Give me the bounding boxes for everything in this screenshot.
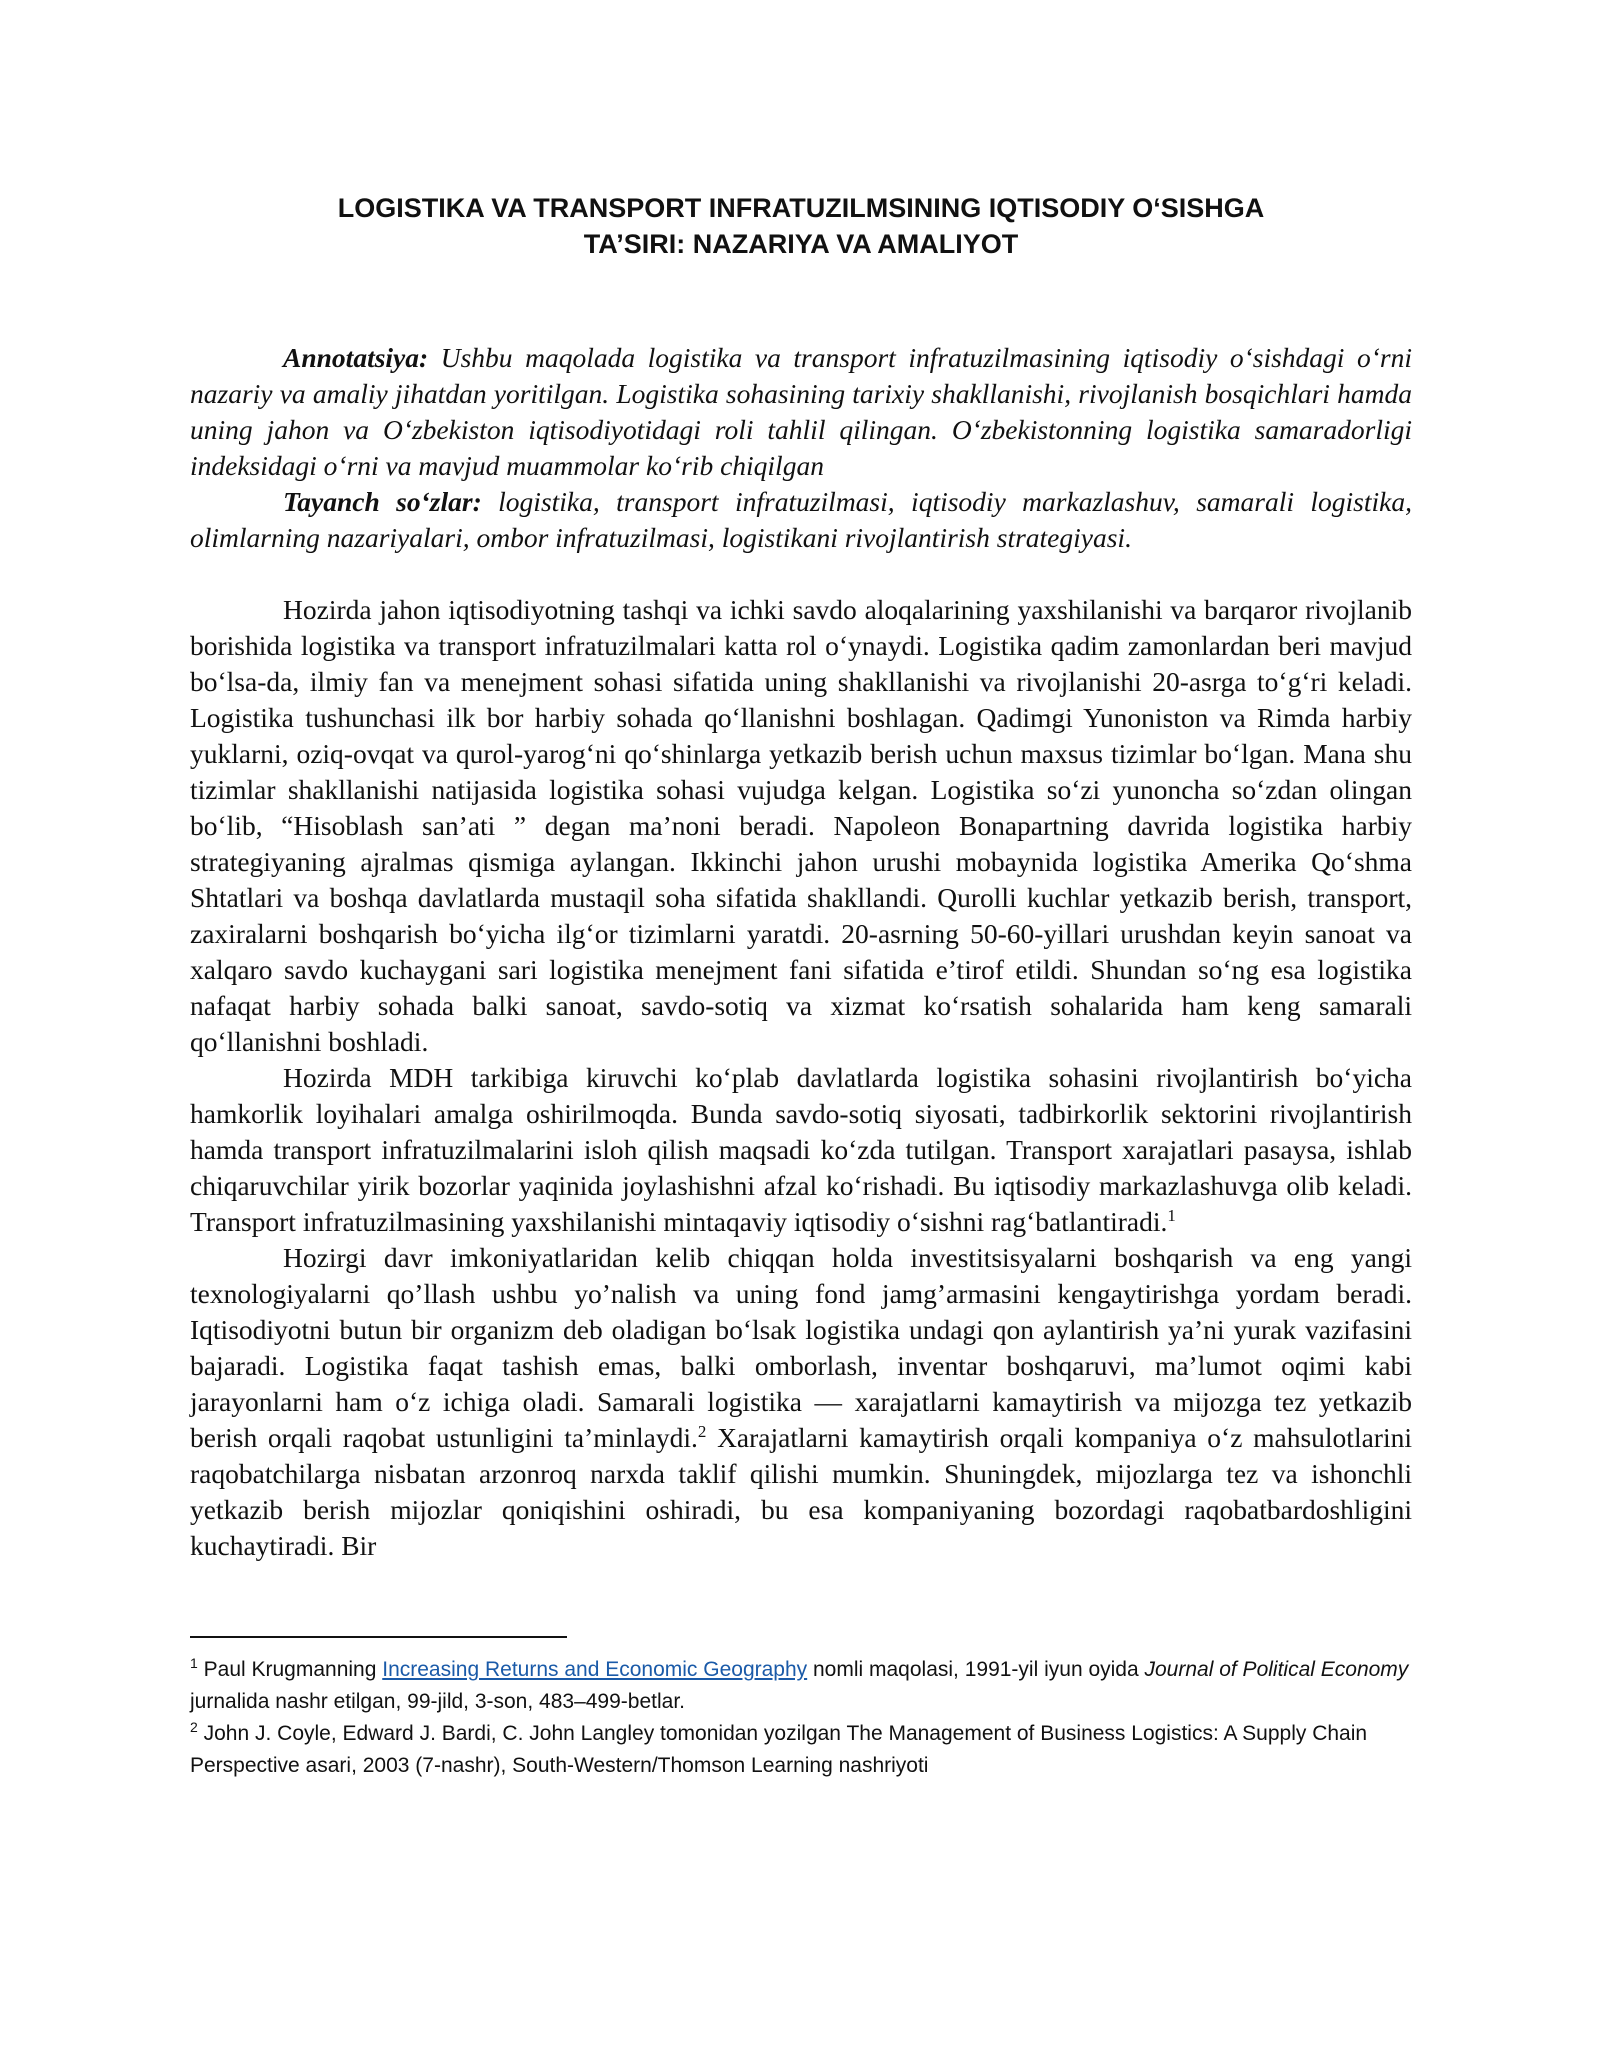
body-paragraph-3 — [190, 1240, 1412, 1564]
title-line-1: LOGISTIKA VA TRANSPORT INFRATUZILMSINING IQTISODIY O‘SISHGA — [337, 193, 1265, 223]
body-text — [190, 592, 1412, 1564]
footnote-1-journal: Journal of Political Economy — [1144, 1658, 1409, 1681]
keywords-text: logistika, transport infratuzilmasi, iqtisodiy markazlashuv, samarali logistika, olimlarning nazariyalari, ombor infratuzilmasi, logistikani rivojlantirish strategiyasi. — [190, 486, 1412, 553]
footnote-divider — [190, 1636, 567, 1638]
footnote-1-pre: Paul Krugmanning — [197, 1658, 383, 1681]
body-paragraph-1: Hozirda jahon iqtisodiyotning tashqi va ichki savdo aloqalarining yaxshilanishi va barqaror rivojlanib borishida logistika va transport infratuzilmalari katta rol o‘ynaydi. Logistika qadim zamonlardan beri mavjud bo‘lsa-da, ilmiy fan va menejment sohasi sifatida uning shakllanishi va rivojlanishi 20-asrga to‘g‘ri keladi. Logistika tushunchasi ilk bor harbiy sohada qo‘llanishni boshlagan. Qadimgi Yunoniston va Rimda harbiy yuklarni, oziq-ovqat va qurol-yarog‘ni qo‘shinlarga yetkazib berish uchun maxsus tizimlar bo‘lgan. Mana shu tizimlar shakllanishi natijasida logistika sohasi vujudga kelgan. Logistika so‘zi yunoncha so‘zdan olingan bo‘lib, “Hisoblash san’ati ” degan ma’noni beradi. Napoleon Bonapartning davrida logistika harbiy strategiyaning ajralmas qismiga aylangan. Ikkinchi jahon urushi mobaynida logistika Amerika Qo‘shma Shtatlari va boshqa davlatlarda mustaqil soha sifatida shakllandi. Qurolli kuchlar yetkazib berish, transport, zaxiralarni boshqarish bo‘yicha ilg‘or tizimlarni yaratdi. 20-asrning 50-60-yillari urushdan keyin sanoat va xalqaro savdo kuchaygani sari logistika menejment fani sifatida e’tirof etildi. Shundan so‘ng esa logistika nafaqat harbiy sohada balki sanoat, savdo-sotiq va xizmat ko‘rsatish sohalarida ham keng samarali qo‘llanishni boshladi. — [190, 594, 1412, 1057]
footnotes-section — [190, 1654, 1412, 1782]
body-paragraph-3-text-a: Hozirgi davr imkoniyatlaridan kelib chiqqan holda investitsisyalarni boshqarish va eng yangi texnologiyalarni qo’llash ushbu yo’nalish va uning fond jamg’armasini kengaytirishga yordam beradi. Iqtisodiyotni butun bir organizm deb oladigan bo‘lsak logistika undagi qon aylantirish ya’ni yurak vazifasini bajaradi. Logistika faqat tashish emas, balki omborlash, inventar boshqaruvi, ma’lumot oqimi kabi jarayonlarni ham o‘z ichiga oladi. Samarali logistika — xarajatlarni kamaytirish va mijozga tez yetkazib berish orqali raqobat ustunligini ta’minlaydi. — [190, 1242, 1412, 1453]
footnote-ref-1[interactable]: 1 — [1167, 1205, 1176, 1225]
abstract-text: Ushbu maqolada logistika va transport infratuzilmasining iqtisodiy o‘sishdagi o‘rni nazariy va amaliy jihatdan yoritilgan. Logistika sohasining tarixiy shakllanishi, rivojlanish bosqichlari hamda uning jahon va O‘zbekiston iqtisodiyotidagi roli tahlil qilingan. O‘zbekistonning logistika samaradorligi indeksidagi o‘rni va mavjud muammolar ko‘rib chiqilgan — [190, 342, 1412, 481]
footnote-1 — [190, 1654, 1412, 1718]
footnote-2-mark: 2 — [190, 1719, 198, 1735]
footnote-1-link[interactable]: Increasing Returns and Economic Geography — [382, 1658, 808, 1681]
abstract-section — [190, 340, 1412, 556]
paper-title — [190, 190, 1412, 262]
paper-page — [190, 190, 1412, 1782]
body-paragraph-2 — [190, 1060, 1412, 1240]
abstract-label: Annotatsiya: — [283, 342, 429, 373]
keywords-paragraph — [190, 484, 1412, 556]
footnote-1-mid: nomli maqolasi, 1991-yil iyun oyida — [807, 1658, 1145, 1681]
body-paragraph-2-text: Hozirda MDH tarkibiga kiruvchi ko‘plab davlatlarda logistika sohasini rivojlantirish bo‘yicha hamkorlik loyihalari amalga oshirilmoqda. Bunda savdo-sotiq siyosati, tadbirkorlik sektorini rivojlantirish hamda transport infratuzilmalarini isloh qilish maqsadi ko‘zda tutilgan. Transport xarajatlari pasaysa, ishlab chiqaruvchilar yirik bozorlar yaqinida joylashishni afzal ko‘rishadi. Bu iqtisodiy markazlashuvga olib keladi. Transport infratuzilmasining yaxshilanishi mintaqaviy iqtisodiy o‘sishni rag‘batlantiradi. — [190, 1062, 1412, 1237]
footnote-2-text: John J. Coyle, Edward J. Bardi, C. John Langley tomonidan yozilgan The Management of Business Logistics: A Supply Chain Perspective asari, 2003 (7-nashr), South-Western/Thomson Learning nashriyoti — [190, 1722, 1368, 1777]
body-paragraph-3-text-b: Xarajatlarni kamaytirish orqali kompaniya o‘z mahsulotlarini raqobatchilarga nisbatan arzonroq narxda taklif qilishi mumkin. Shuningdek, mijozlarga tez va ishonchli yetkazib berish mijozlar qoniqishini oshiradi, bu esa kompaniyaning bozordagi raqobatbardoshligini kuchaytiradi. Bir — [190, 1422, 1412, 1561]
keywords-label: Tayanch so‘zlar: — [283, 486, 482, 517]
title-line-2: TA’SIRI: NAZARIYA VA AMALIYOT — [583, 229, 1019, 259]
abstract-paragraph — [190, 340, 1412, 484]
footnote-1-post: jurnalida nashr etilgan, 99-jild, 3-son, 483–499-betlar. — [190, 1690, 685, 1713]
footnote-ref-2[interactable]: 2 — [697, 1421, 707, 1441]
footnote-2 — [190, 1718, 1412, 1782]
footnote-1-mark: 1 — [190, 1655, 198, 1671]
